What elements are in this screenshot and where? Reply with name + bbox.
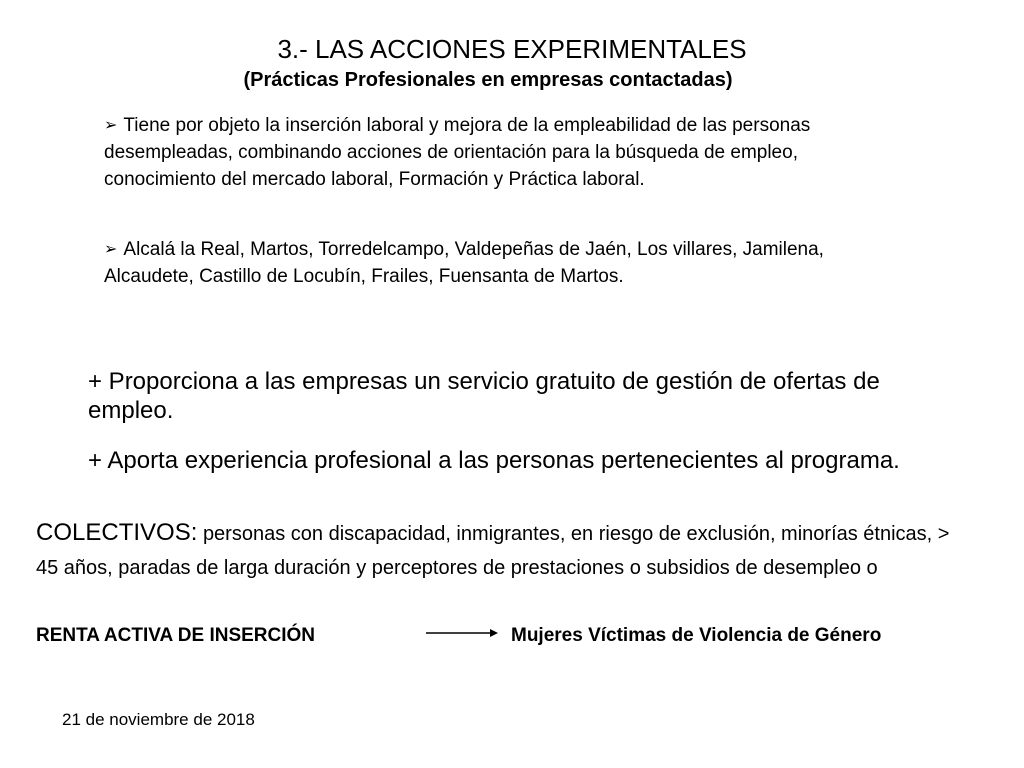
plus-item-experience: + Aporta experiencia profesional a las personas pertenecientes al programa. — [88, 447, 900, 474]
arrowhead-bullet-icon: ➢ — [104, 117, 118, 134]
arrowhead-bullet-icon: ➢ — [104, 241, 118, 258]
slide-date: 21 de noviembre de 2018 — [62, 710, 255, 729]
slide-title: 3.- LAS ACCIONES EXPERIMENTALES — [277, 34, 747, 64]
colectivos-label: COLECTIVOS: — [36, 519, 198, 546]
bullet-text: Alcalá la Real, Martos, Torredelcampo, Valdepeñas de Jaén, Los villares, Jamilena, Alcaudete, Castillo de Locubín, Frailes, Fuensanta de Martos. — [104, 239, 824, 287]
colectivos-paragraph — [36, 516, 976, 585]
right-arrow-icon — [426, 628, 498, 638]
slide-subtitle: (Prácticas Profesionales en empresas contactadas) — [243, 69, 733, 91]
colectivos-text: personas con discapacidad, inmigrantes, en riesgo de exclusión, minorías étnicas, > 45 años, paradas de larga duración y perceptores de prestaciones o subsidios de desempleo o — [36, 523, 950, 579]
bullet-item-localities — [104, 236, 864, 290]
renta-activa-label: RENTA ACTIVA DE INSERCIÓN — [36, 625, 316, 646]
bullet-item-objective — [104, 112, 864, 193]
bullet-text: Tiene por objeto la inserción laboral y mejora de la empleabilidad de las personas desempleadas, combinando acciones de orientación para la búsqueda de empleo, conocimiento del mercado laboral, Formación y Práctica laboral. — [104, 115, 811, 190]
plus-item-service: + Proporciona a las empresas un servicio gratuito de gestión de ofertas de empleo. — [88, 368, 880, 424]
target-group-label: Mujeres Víctimas de Violencia de Género — [511, 625, 882, 646]
